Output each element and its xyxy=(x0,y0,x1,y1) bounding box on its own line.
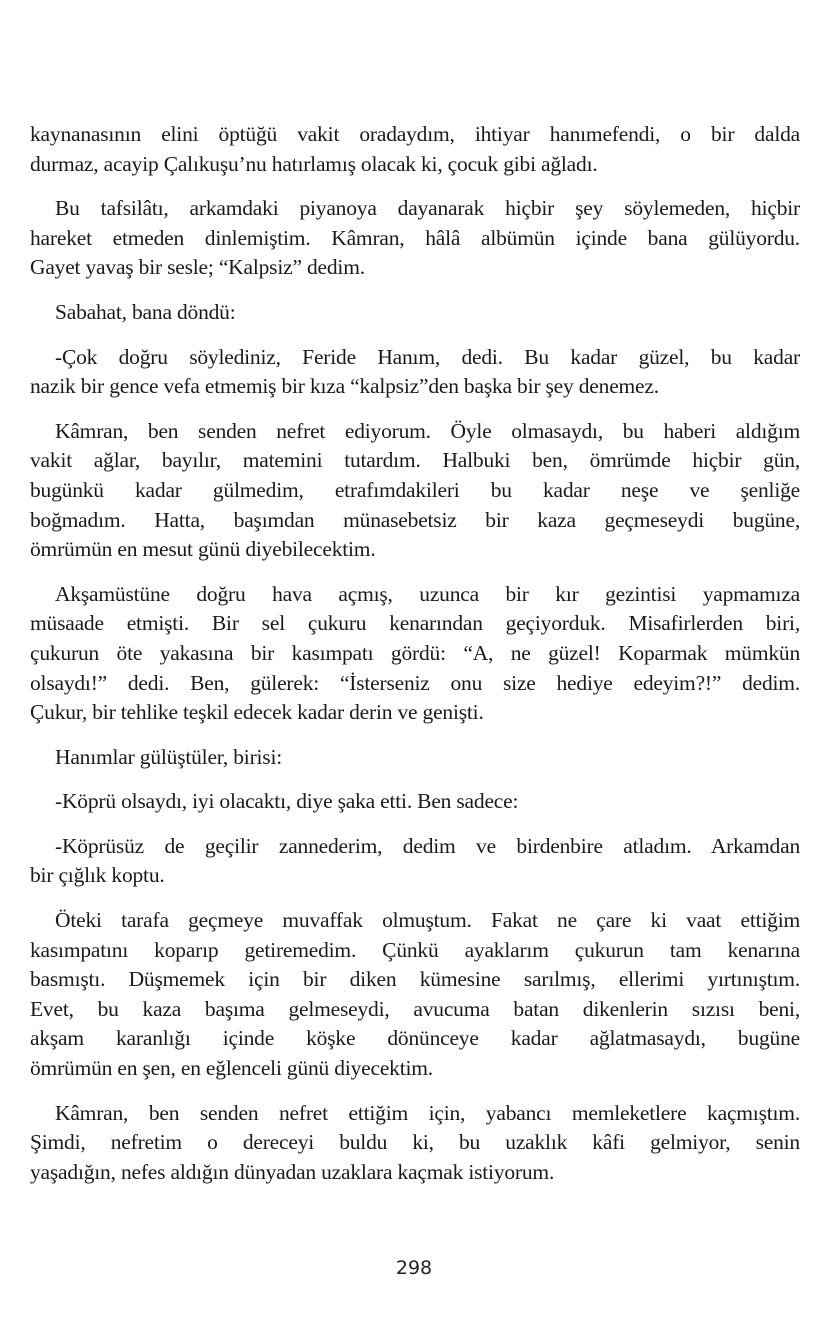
text-line: olsaydı!” dedi. Ben, gülerek: “İsterseniz onu size hediye edeyim?!” dedim. xyxy=(30,670,800,695)
paragraph xyxy=(30,120,800,179)
text-line: basmıştı. Düşmemek için bir diken kümesine sarılmış, ellerimi yırtınıştım. xyxy=(30,967,800,992)
text-line: Kâmran, ben senden nefret ediyorum. Öyle olmasaydı, bu haberi aldığım xyxy=(55,418,800,443)
text-line: ömrümün en mesut günü diyebilecektim. xyxy=(30,537,376,562)
text-line: -Çok doğru söylediniz, Feride Hanım, dedi. Bu kadar güzel, bu kadar xyxy=(55,344,800,369)
text-line: Gayet yavaş bir sesle; “Kalpsiz” dedim. xyxy=(30,255,365,280)
text-line: Şimdi, nefretim o dereceyi buldu ki, bu uzaklık kâfi gelmiyor, senin xyxy=(30,1130,800,1155)
text-line: müsaade etmişti. Bir sel çukuru kenarından geçiyorduk. Misafirlerden biri, xyxy=(30,611,800,636)
text-line: Evet, bu kaza başıma gelmeseydi, avucuma batan dikenlerin sızısı beni, xyxy=(30,996,800,1021)
page-body xyxy=(30,120,800,1202)
paragraph xyxy=(30,580,800,728)
text-line: çukurun öte yakasına bir kasımpatı gördü: “A, ne güzel! Koparmak mümkün xyxy=(30,640,800,665)
text-line: yaşadığın, nefes aldığın dünyadan uzaklara kaçmak istiyorum. xyxy=(30,1159,555,1184)
paragraph xyxy=(30,743,800,773)
text-line: Akşamüstüne doğru hava açmış, uzunca bir kır gezintisi yapmamıza xyxy=(55,581,800,606)
paragraph xyxy=(30,832,800,891)
paragraph xyxy=(30,298,800,328)
text-line: hareket etmeden dinlemiştim. Kâmran, hâlâ albümün içinde bana gülüyordu. xyxy=(30,225,800,250)
text-line: akşam karanlığı içinde köşke dönünceye kadar ağlatmasaydı, bugüne xyxy=(30,1026,800,1051)
text-line: kaynanasının elini öptüğü vakit oradaydım, ihtiyar hanımefendi, o bir dalda xyxy=(30,122,800,146)
text-line: -Köprü olsaydı, iyi olacaktı, diye şaka etti. Ben sadece: xyxy=(55,789,519,814)
paragraph xyxy=(30,906,800,1084)
text-line: Sabahat, bana döndü: xyxy=(55,299,236,324)
text-line: bugünkü kadar gülmedim, etrafımdakileri bu kadar neşe ve şenliğe xyxy=(30,477,800,502)
paragraph xyxy=(30,417,800,565)
text-line: nazik bir gence vefa etmemiş bir kıza “kalpsiz”den başka bir şey denemez. xyxy=(30,374,659,399)
text-line: bir çığlık koptu. xyxy=(30,863,165,888)
paragraph xyxy=(30,787,800,817)
text-line: Hanımlar gülüştüler, birisi: xyxy=(55,744,283,769)
text-line: Bu tafsilâtı, arkamdaki piyanoya dayanarak hiçbir şey söylemeden, hiçbir xyxy=(55,196,800,221)
text-line: Kâmran, ben senden nefret ettiğim için, yabancı memleketlere kaçmıştım. xyxy=(55,1100,800,1125)
text-line: vakit ağlar, bayılır, matemini tutardım. Halbuki ben, ömrümde hiçbir gün, xyxy=(30,448,800,473)
paragraph xyxy=(30,343,800,402)
text-line: -Köprüsüz de geçilir zannederim, dedim ve birdenbire atladım. Arkamdan xyxy=(55,833,800,858)
text-line: Çukur, bir tehlike teşkil edecek kadar derin ve genişti. xyxy=(30,700,484,725)
paragraph xyxy=(30,1099,800,1188)
text-line: boğmadım. Hatta, başımdan münasebetsiz bir kaza geçmeseydi bugüne, xyxy=(30,507,800,532)
paragraph xyxy=(30,194,800,283)
text-line: kasımpatını koparıp getiremedim. Çünkü ayaklarım çukurun tam kenarına xyxy=(30,937,800,962)
text-line: durmaz, acayip Çalıkuşu’nu hatırlamış olacak ki, çocuk gibi ağladı. xyxy=(30,151,598,176)
text-line: Öteki tarafa geçmeye muvaffak olmuştum. Fakat ne çare ki vaat ettiğim xyxy=(55,908,800,933)
text-line: ömrümün en şen, en eğlenceli günü diyecektim. xyxy=(30,1056,433,1081)
page-number: 298 xyxy=(395,1257,433,1279)
